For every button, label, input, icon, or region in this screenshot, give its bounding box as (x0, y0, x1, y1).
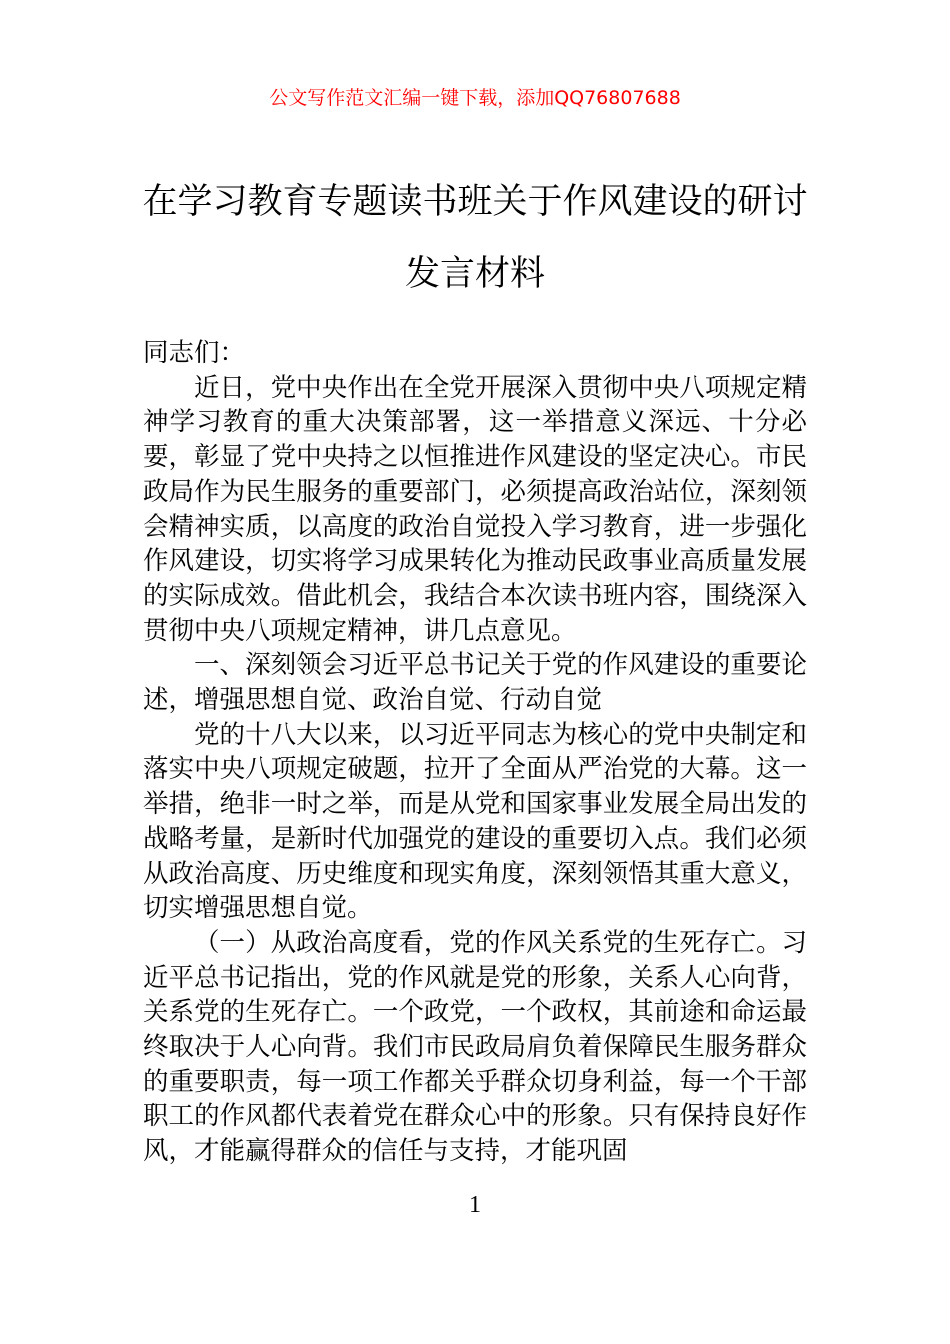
paragraph-body: 党的十八大以来，以习近平同志为核心的党中央制定和落实中央八项规定破题，拉开了全面从严治党的大幕。这一举措，绝非一时之举，而是从党和国家事业发展全局出发的战略考量，是新时代加强党的建设的重要切入点。我们必须从政治高度、历史维度和现实角度，深刻领悟其重大意义，切实增强思想自觉。 (143, 719, 807, 924)
document-title: 在学习教育专题读书班关于作风建设的研讨发言材料 (142, 182, 808, 294)
salutation: 同志们： (143, 338, 246, 368)
page-number: 1 (469, 1192, 481, 1218)
paragraph-subsection: （一）从政治高度看，党的作风关系党的生死存亡。习近平总书记指出，党的作风就是党的形象，关系人心向背，关系党的生死存亡。一个政党，一个政权，其前途和命运最终取决于人心向背。我们市民政局肩负着保障民生服务群众的重要职责，每一项工作都关乎群众切身利益，每一个干部职工的作风都代表着党在群众心中的形象。只有保持良好作风，才能赢得群众的信任与支持，才能巩固 (143, 927, 807, 1167)
paragraph-intro: 近日，党中央作出在全党开展深入贯彻中央八项规定精神学习教育的重大决策部署，这一举措意义深远、十分必要，彰显了党中央持之以恒推进作风建设的坚定决心。市民政局作为民生服务的重要部门，必须提高政治站位，深刻领会精神实质，以高度的政治自觉投入学习教育，进一步强化作风建设，切实将学习成果转化为推动民政事业高质量发展的实际成效。借此机会，我结合本次读书班内容，围绕深入贯彻中央八项规定精神，讲几点意见。 (143, 372, 807, 646)
header-note: 公文写作范文汇编一键下载，添加QQ76807688 (269, 87, 681, 109)
document-body (143, 336, 807, 1169)
section-heading: 一、深刻领会习近平总书记关于党的作风建设的重要论述，增强思想自觉、政治自觉、行动自觉 (143, 650, 807, 716)
